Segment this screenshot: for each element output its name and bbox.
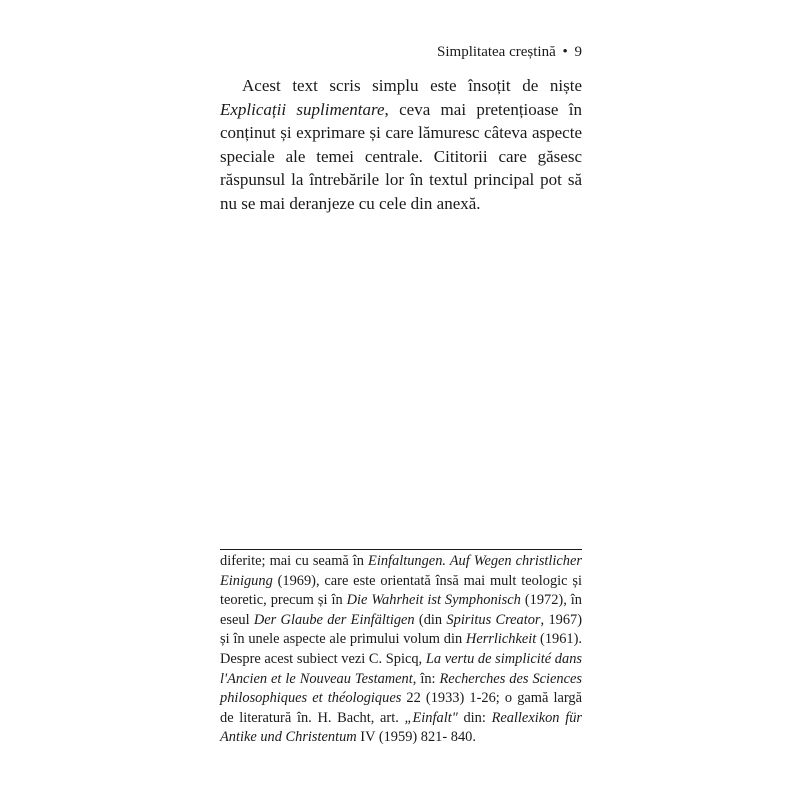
footnote xyxy=(220,552,582,748)
paragraph-italic-title: Explicații suplimentare xyxy=(220,99,385,119)
footnote-title: Einfaltungen. Auf Wegen christlicher Einigung xyxy=(220,553,582,589)
footnote-text: (1961). Despre acest subiect vezi C. Spicq, xyxy=(220,631,582,667)
footnote-text: (1972), în eseul xyxy=(220,592,582,628)
footnote-title: La vertu de simplicité dans l'Ancien et le Nouveau Testament xyxy=(220,650,582,687)
footnote-text: , în: xyxy=(412,670,440,687)
page-number: 9 xyxy=(574,44,582,60)
running-header xyxy=(220,42,582,62)
footnote-text: 22 (1933) 1-26; o gamă largă de literatură în. H. Bacht, art. xyxy=(220,690,582,726)
paragraph-text-rest: , ceva mai pretențioase în conținut și exprimare și care lămuresc câteva aspecte speciale ale temei centrale. Cititorii care găsesc răspunsul la întrebările lor în textul principal pot să nu se mai deranjeze cu cele din anexă. xyxy=(220,99,583,213)
footnote-title: Herrlichkeit xyxy=(465,631,537,648)
footnote-title: Die Wahrheit ist Symphonisch xyxy=(346,592,521,609)
running-title: Simplitatea creștină xyxy=(437,44,556,60)
paragraph-text-start: Acest text scris simplu este însoțit de niște xyxy=(242,76,582,95)
header-bullet: • xyxy=(562,44,568,60)
footnote-text: IV (1959) 821- 840. xyxy=(356,729,476,746)
footnote-text: (1969), care este orientată însă mai mult teologic și teoretic, precum și în xyxy=(220,572,582,609)
footnote-title: Recherches des Sciences philosophiques et théologiques xyxy=(220,670,582,707)
footnote-text: din: xyxy=(457,709,492,726)
footnote-title: Spiritus Creator xyxy=(446,611,541,628)
footnote-title: Reallexikon für Antike und Christentum xyxy=(220,709,582,746)
footnote-text: (din xyxy=(414,611,447,628)
footnote-text: diferite; mai cu seamă în xyxy=(220,553,369,569)
footnote-title: „Einfalt" xyxy=(404,709,458,726)
footnote-text: , 1967) și în unele aspecte ale primului volum din xyxy=(220,611,583,648)
footnote-title: Der Glaube der Einfältigen xyxy=(253,611,415,628)
main-paragraph xyxy=(220,74,582,215)
footnote-rule xyxy=(220,549,582,550)
